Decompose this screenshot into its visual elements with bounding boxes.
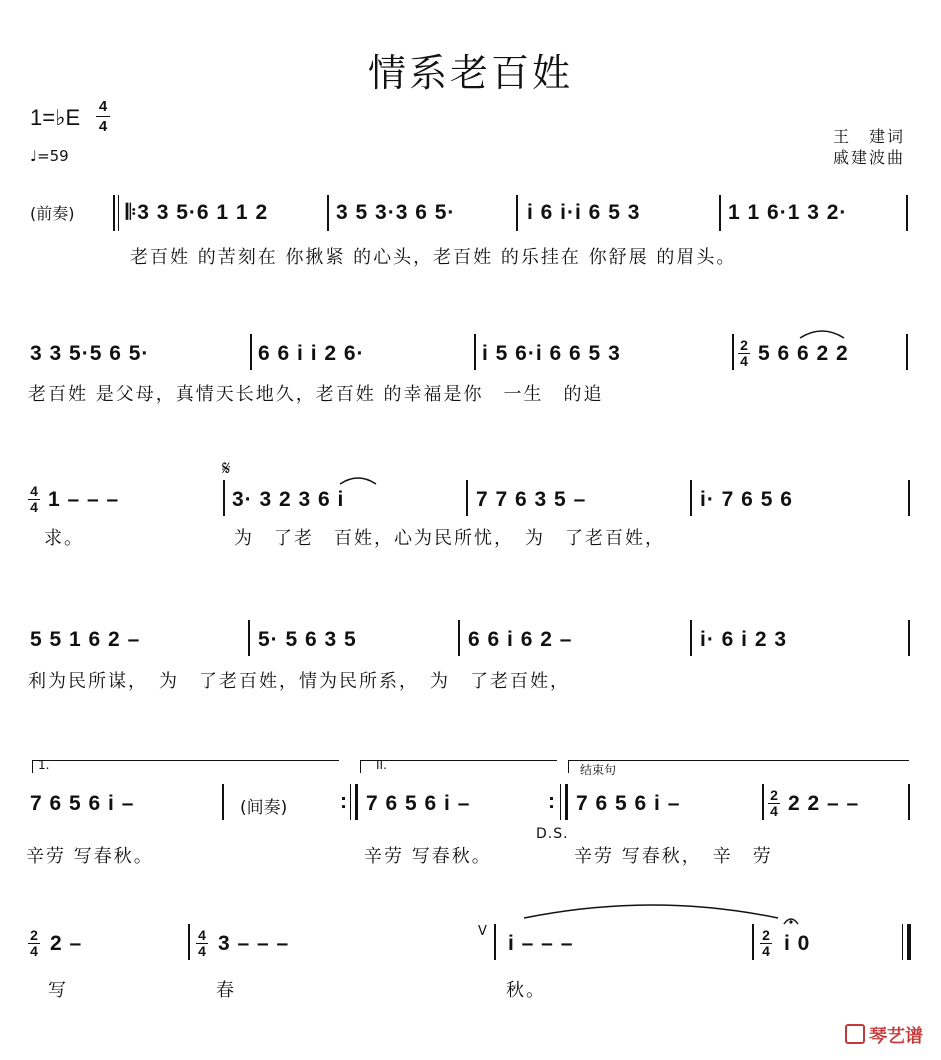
measure: 1 1 6·1 3 2· <box>728 201 848 224</box>
lyric-line: 求。 <box>44 528 84 549</box>
lyric-line: 辛劳 写春秋。 <box>364 846 492 867</box>
tie-arc <box>522 898 780 920</box>
lyricist-credit: 王 建词 <box>832 127 905 146</box>
lyric-line: 写 <box>48 980 68 1001</box>
measure: 7 6 5 6 i – <box>366 792 471 815</box>
time-change: 2 4 <box>738 338 750 369</box>
breath-mark: V <box>478 924 487 939</box>
measure: 7 7 6 3 5 – <box>476 488 587 511</box>
measure: 7 6 5 6 i – <box>30 792 135 815</box>
lyric-line: 辛劳 写春秋， 辛 劳 <box>574 846 773 867</box>
logo-icon <box>845 1024 865 1044</box>
measure: 3· 3 2 3 6 i <box>232 488 345 511</box>
volta-bracket-2 <box>360 760 557 773</box>
volta-bracket-1 <box>32 760 339 773</box>
dal-segno: D.S. <box>536 826 569 842</box>
time-change: 2 4 <box>28 928 40 959</box>
slur <box>798 324 846 340</box>
measure: 5 6 6 2 2 <box>758 342 849 365</box>
measure: 1 – – – <box>48 488 120 511</box>
time-change: 4 4 <box>196 928 208 959</box>
time-top: 4 <box>98 98 108 115</box>
lyric-line: 利为民所谋， 为 了老百姓，情为民所系， 为 了老百姓， <box>28 671 570 692</box>
measure: i· 6 i 2 3 <box>700 628 788 651</box>
slur <box>338 472 378 486</box>
key-signature: 1=♭E <box>30 105 81 130</box>
tempo-marking: ♩=59 <box>30 147 69 165</box>
watermark-logo: 琴艺谱 <box>845 1022 923 1048</box>
repeat-end: : <box>548 790 556 813</box>
measure: 2 2 – – <box>788 792 860 815</box>
measure: 3 3 5·5 6 5· <box>30 342 150 365</box>
measure: 3 – – – <box>218 932 290 955</box>
measure: i 5 6·i 6 6 5 3 <box>482 342 621 365</box>
volta-label: 1. <box>38 758 50 772</box>
ending-label: 结束句 <box>580 763 617 777</box>
measure: 2 – <box>50 932 83 955</box>
measure: 5· 5 6 3 5 <box>258 628 357 651</box>
lyric-line: 春 <box>216 980 236 1001</box>
measure: 6 6 i 6 2 – <box>468 628 573 651</box>
time-change: 4 4 <box>28 484 40 515</box>
interlude-label: (间奏) <box>240 798 288 818</box>
measure: 6 6 i i 2 6· <box>258 342 365 365</box>
lyric-line: 为 了老 百姓，心为民所忧， 为 了老百姓， <box>234 528 665 549</box>
lyric-line: 老百姓 是父母，真情天长地久，老百姓 的幸福是你 一生 的追 <box>28 384 604 405</box>
time-signature <box>96 98 110 135</box>
lyric-line: 老百姓 的苦刻在 你揪紧 的心头，老百姓 的乐挂在 你舒展 的眉头。 <box>130 247 737 268</box>
measure: 𝄆3 3 5·6 1 1 2 <box>126 201 269 224</box>
time-change: 2 4 <box>760 928 772 959</box>
measure: i 6 i·i 6 5 3 <box>527 201 641 224</box>
composer-credit: 戚建波曲 <box>832 148 905 167</box>
measure: i 0 <box>784 932 811 955</box>
lyric-line: 秋。 <box>506 980 546 1001</box>
measure: i· 7 6 5 6 <box>700 488 793 511</box>
intro-label: (前奏) <box>30 204 75 223</box>
repeat-end: : <box>340 790 348 813</box>
measure: 3 5 3·3 6 5· <box>336 201 456 224</box>
ending-bracket <box>568 760 909 773</box>
measure: 7 6 5 6 i – <box>576 792 681 815</box>
volta-label: II. <box>376 758 387 772</box>
segno-sign: 𝄋 <box>222 456 231 480</box>
measure: i – – – <box>508 932 574 955</box>
measure: 5 5 1 6 2 – <box>30 628 141 651</box>
time-bottom: 4 <box>98 118 108 135</box>
lyric-line: 辛劳 写春秋。 <box>26 846 154 867</box>
fermata-icon <box>782 914 800 926</box>
time-change: 2 4 <box>768 788 780 819</box>
song-title: 情系老百姓 <box>367 51 573 95</box>
